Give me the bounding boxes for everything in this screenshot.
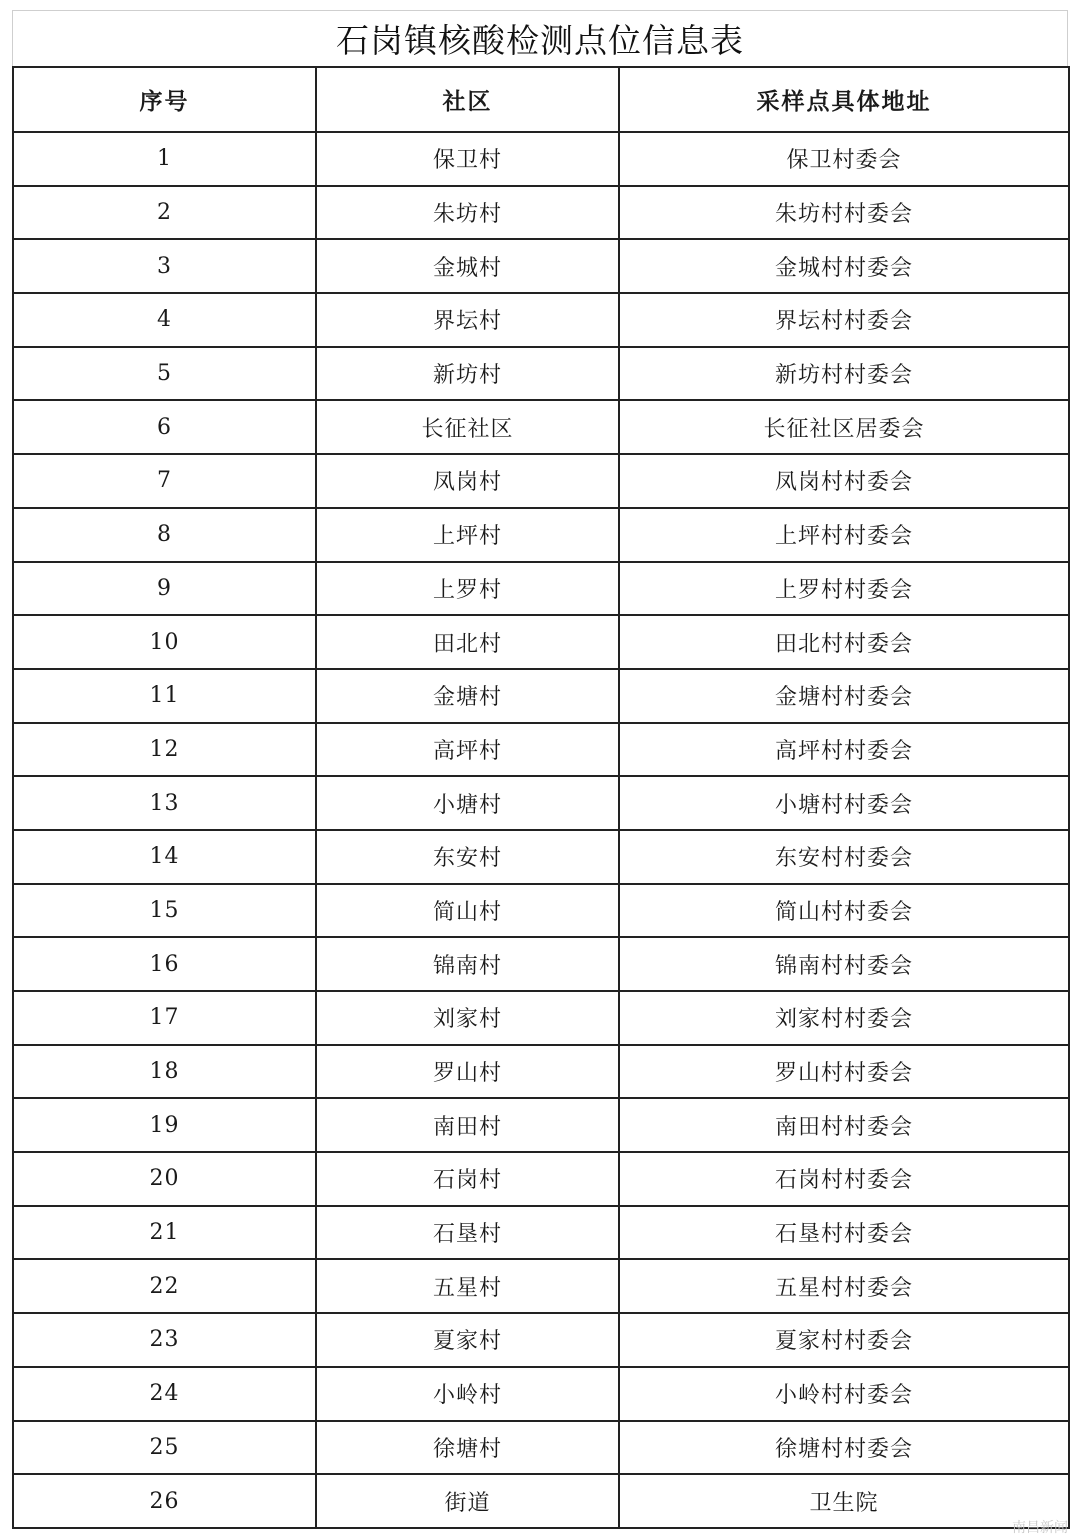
cell-community: 南田村 bbox=[316, 1098, 619, 1152]
cell-address: 界坛村村委会 bbox=[619, 293, 1069, 347]
cell-community: 简山村 bbox=[316, 884, 619, 938]
table-row bbox=[13, 669, 1069, 723]
cell-community: 高坪村 bbox=[316, 723, 619, 777]
cell-index: 4 bbox=[13, 293, 316, 347]
cell-address: 小塘村村委会 bbox=[619, 776, 1069, 830]
cell-index: 24 bbox=[13, 1367, 316, 1421]
cell-community: 石垦村 bbox=[316, 1206, 619, 1260]
cell-address: 东安村村委会 bbox=[619, 830, 1069, 884]
cell-community: 刘家村 bbox=[316, 991, 619, 1045]
cell-index: 12 bbox=[13, 723, 316, 777]
cell-index: 1 bbox=[13, 132, 316, 186]
cell-community: 上罗村 bbox=[316, 562, 619, 616]
cell-index: 13 bbox=[13, 776, 316, 830]
page-title: 石岗镇核酸检测点位信息表 bbox=[12, 10, 1068, 66]
table-row bbox=[13, 239, 1069, 293]
table-row bbox=[13, 830, 1069, 884]
cell-index: 14 bbox=[13, 830, 316, 884]
cell-index: 16 bbox=[13, 937, 316, 991]
cell-community: 石岗村 bbox=[316, 1152, 619, 1206]
watermark: 南昌新闻 bbox=[1012, 1520, 1068, 1536]
table-row bbox=[13, 723, 1069, 777]
cell-address: 高坪村村委会 bbox=[619, 723, 1069, 777]
cell-address: 金城村村委会 bbox=[619, 239, 1069, 293]
cell-community: 东安村 bbox=[316, 830, 619, 884]
table-row bbox=[13, 186, 1069, 240]
table-row bbox=[13, 1474, 1069, 1528]
table-row bbox=[13, 400, 1069, 454]
cell-index: 10 bbox=[13, 615, 316, 669]
cell-address: 长征社区居委会 bbox=[619, 400, 1069, 454]
cell-address: 南田村村委会 bbox=[619, 1098, 1069, 1152]
cell-address: 田北村村委会 bbox=[619, 615, 1069, 669]
cell-index: 21 bbox=[13, 1206, 316, 1260]
cell-index: 23 bbox=[13, 1313, 316, 1367]
cell-index: 8 bbox=[13, 508, 316, 562]
cell-community: 五星村 bbox=[316, 1259, 619, 1313]
cell-community: 界坛村 bbox=[316, 293, 619, 347]
cell-index: 18 bbox=[13, 1045, 316, 1099]
cell-address: 简山村村委会 bbox=[619, 884, 1069, 938]
cell-index: 19 bbox=[13, 1098, 316, 1152]
cell-community: 上坪村 bbox=[316, 508, 619, 562]
table-row bbox=[13, 1045, 1069, 1099]
cell-community: 新坊村 bbox=[316, 347, 619, 401]
cell-index: 25 bbox=[13, 1421, 316, 1475]
table-row bbox=[13, 347, 1069, 401]
cell-address: 夏家村村委会 bbox=[619, 1313, 1069, 1367]
cell-index: 5 bbox=[13, 347, 316, 401]
table-row bbox=[13, 508, 1069, 562]
cell-community: 小岭村 bbox=[316, 1367, 619, 1421]
cell-community: 小塘村 bbox=[316, 776, 619, 830]
table-row bbox=[13, 937, 1069, 991]
cell-community: 保卫村 bbox=[316, 132, 619, 186]
cell-community: 徐塘村 bbox=[316, 1421, 619, 1475]
cell-index: 20 bbox=[13, 1152, 316, 1206]
table-row bbox=[13, 884, 1069, 938]
table-body bbox=[13, 132, 1069, 1528]
cell-community: 夏家村 bbox=[316, 1313, 619, 1367]
info-sheet bbox=[12, 10, 1068, 1529]
cell-community: 街道 bbox=[316, 1474, 619, 1528]
table-row bbox=[13, 562, 1069, 616]
table-row bbox=[13, 776, 1069, 830]
table-header-row bbox=[13, 67, 1069, 132]
table-row bbox=[13, 1152, 1069, 1206]
table-row bbox=[13, 293, 1069, 347]
cell-community: 凤岗村 bbox=[316, 454, 619, 508]
cell-address: 石垦村村委会 bbox=[619, 1206, 1069, 1260]
cell-index: 6 bbox=[13, 400, 316, 454]
table-row bbox=[13, 991, 1069, 1045]
cell-address: 朱坊村村委会 bbox=[619, 186, 1069, 240]
cell-address: 上罗村村委会 bbox=[619, 562, 1069, 616]
table-row bbox=[13, 1421, 1069, 1475]
table-row bbox=[13, 454, 1069, 508]
cell-community: 金塘村 bbox=[316, 669, 619, 723]
header-address: 采样点具体地址 bbox=[619, 67, 1069, 132]
cell-address: 徐塘村村委会 bbox=[619, 1421, 1069, 1475]
cell-address: 小岭村村委会 bbox=[619, 1367, 1069, 1421]
table-row bbox=[13, 1313, 1069, 1367]
cell-address: 上坪村村委会 bbox=[619, 508, 1069, 562]
cell-index: 9 bbox=[13, 562, 316, 616]
cell-address: 保卫村委会 bbox=[619, 132, 1069, 186]
cell-address: 刘家村村委会 bbox=[619, 991, 1069, 1045]
table-row bbox=[13, 1098, 1069, 1152]
header-index: 序号 bbox=[13, 67, 316, 132]
table-row bbox=[13, 1367, 1069, 1421]
cell-index: 17 bbox=[13, 991, 316, 1045]
table-row bbox=[13, 1259, 1069, 1313]
cell-index: 22 bbox=[13, 1259, 316, 1313]
table-row bbox=[13, 615, 1069, 669]
table-row bbox=[13, 1206, 1069, 1260]
table-row bbox=[13, 132, 1069, 186]
cell-address: 新坊村村委会 bbox=[619, 347, 1069, 401]
cell-address: 锦南村村委会 bbox=[619, 937, 1069, 991]
cell-index: 2 bbox=[13, 186, 316, 240]
cell-index: 26 bbox=[13, 1474, 316, 1528]
cell-community: 金城村 bbox=[316, 239, 619, 293]
cell-address: 石岗村村委会 bbox=[619, 1152, 1069, 1206]
cell-community: 田北村 bbox=[316, 615, 619, 669]
cell-index: 7 bbox=[13, 454, 316, 508]
cell-address: 凤岗村村委会 bbox=[619, 454, 1069, 508]
cell-community: 长征社区 bbox=[316, 400, 619, 454]
header-community: 社区 bbox=[316, 67, 619, 132]
cell-address: 五星村村委会 bbox=[619, 1259, 1069, 1313]
cell-address: 罗山村村委会 bbox=[619, 1045, 1069, 1099]
testing-sites-table bbox=[12, 66, 1070, 1529]
cell-index: 3 bbox=[13, 239, 316, 293]
cell-index: 11 bbox=[13, 669, 316, 723]
cell-index: 15 bbox=[13, 884, 316, 938]
cell-address: 金塘村村委会 bbox=[619, 669, 1069, 723]
cell-community: 罗山村 bbox=[316, 1045, 619, 1099]
cell-community: 锦南村 bbox=[316, 937, 619, 991]
cell-address: 卫生院 bbox=[619, 1474, 1069, 1528]
cell-community: 朱坊村 bbox=[316, 186, 619, 240]
